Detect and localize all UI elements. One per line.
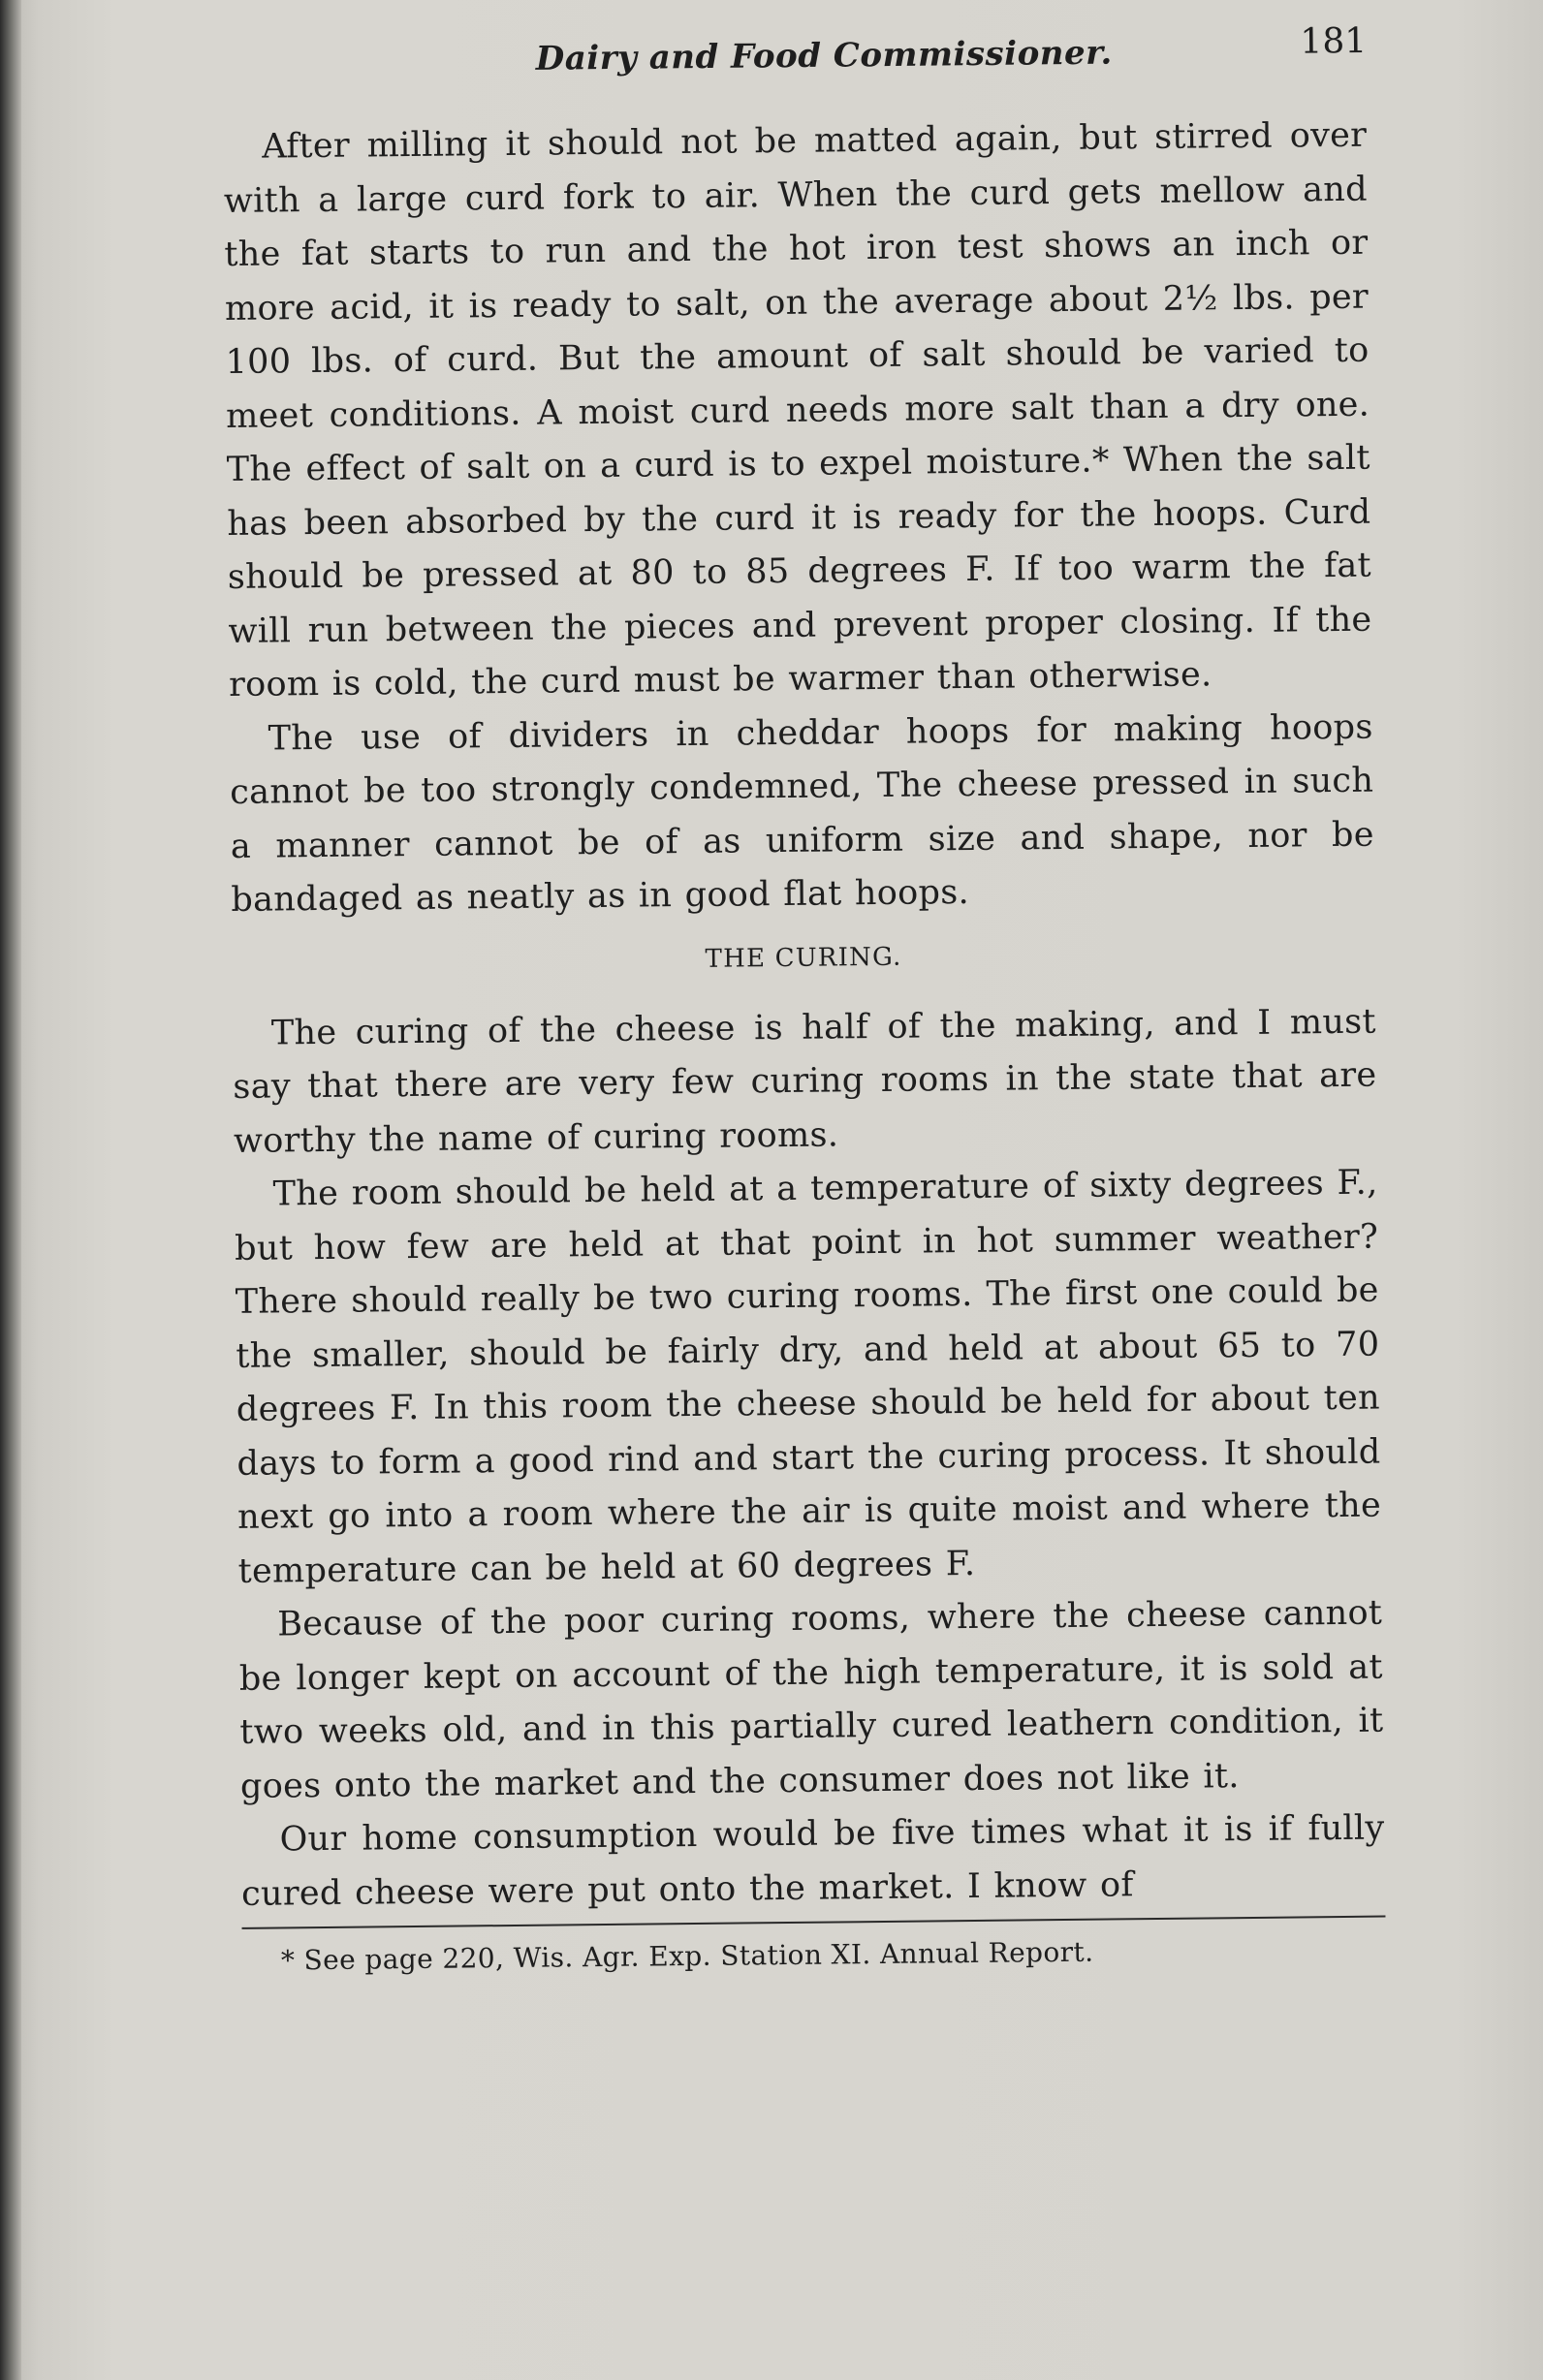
page-number: 181 <box>1300 20 1368 62</box>
binding-edge <box>0 0 21 2380</box>
footnote: * See page 220, Wis. Agr. Exp. Station XI. Annual Report. <box>280 1935 1094 1977</box>
page-header <box>242 21 1368 91</box>
running-head: Dairy and Food Commissioner. <box>535 33 1113 78</box>
paragraph: The use of dividers in cheddar hoops for making hoops cannot be too strongly condemned, The cheese pressed in such a manner cannot be of as uniform size and shape, nor be bandaged as neatly as in good flat hoops. <box>230 707 1374 920</box>
paragraph: After milling it should not be matted again, but stirred over with a large curd fork to air. When the curd gets mellow and the fat starts to run and the hot iron test shows an inch or more acid, it is ready to salt, on the average about 2½ lbs. per 100 lbs. of curd. But the amount of salt should be varied to meet conditions. A moist curd needs more salt than a dry one. The effect of salt on a curd is to expel moisture.* When the salt has been absorbed by the curd it is ready for the hoops. Curd should be pressed at 80 to 85 degrees F. If too warm the fat will run between the pieces and prevent proper closing. If the room is cold, the curd must be warmer than otherwise. <box>223 115 1372 705</box>
paragraph: Because of the poor curing rooms, where the cheese cannot be longer kept on account of the high temperature, it is sold at two weeks old, and in this partially cured leathern condition, it goes onto the market and the consumer does not like it. <box>238 1593 1384 1806</box>
page-body <box>223 110 1386 1977</box>
section-heading: THE CURING. <box>705 942 902 974</box>
paragraph: The room should be held at a temperature of sixty degrees F., but how few are held at that point in hot summer weather? There should really be two curing rooms. The first one could be the smaller, should be fairly dry, and held at about 65 to 70 degrees F. In this room the cheese should be held for about ten days to form a good rind and start the curing process. It should next go into a room where the air is quite moist and where the temperature can be held at 60 degrees F. <box>234 1163 1382 1591</box>
paragraph: The curing of the cheese is half of the making, and I must say that there are very few curing rooms in the state that are worthy the name of curing rooms. <box>233 1002 1377 1161</box>
paragraph: Our home consumption would be five times what it is if fully cured cheese were put onto the market. I know of <box>240 1808 1385 1914</box>
